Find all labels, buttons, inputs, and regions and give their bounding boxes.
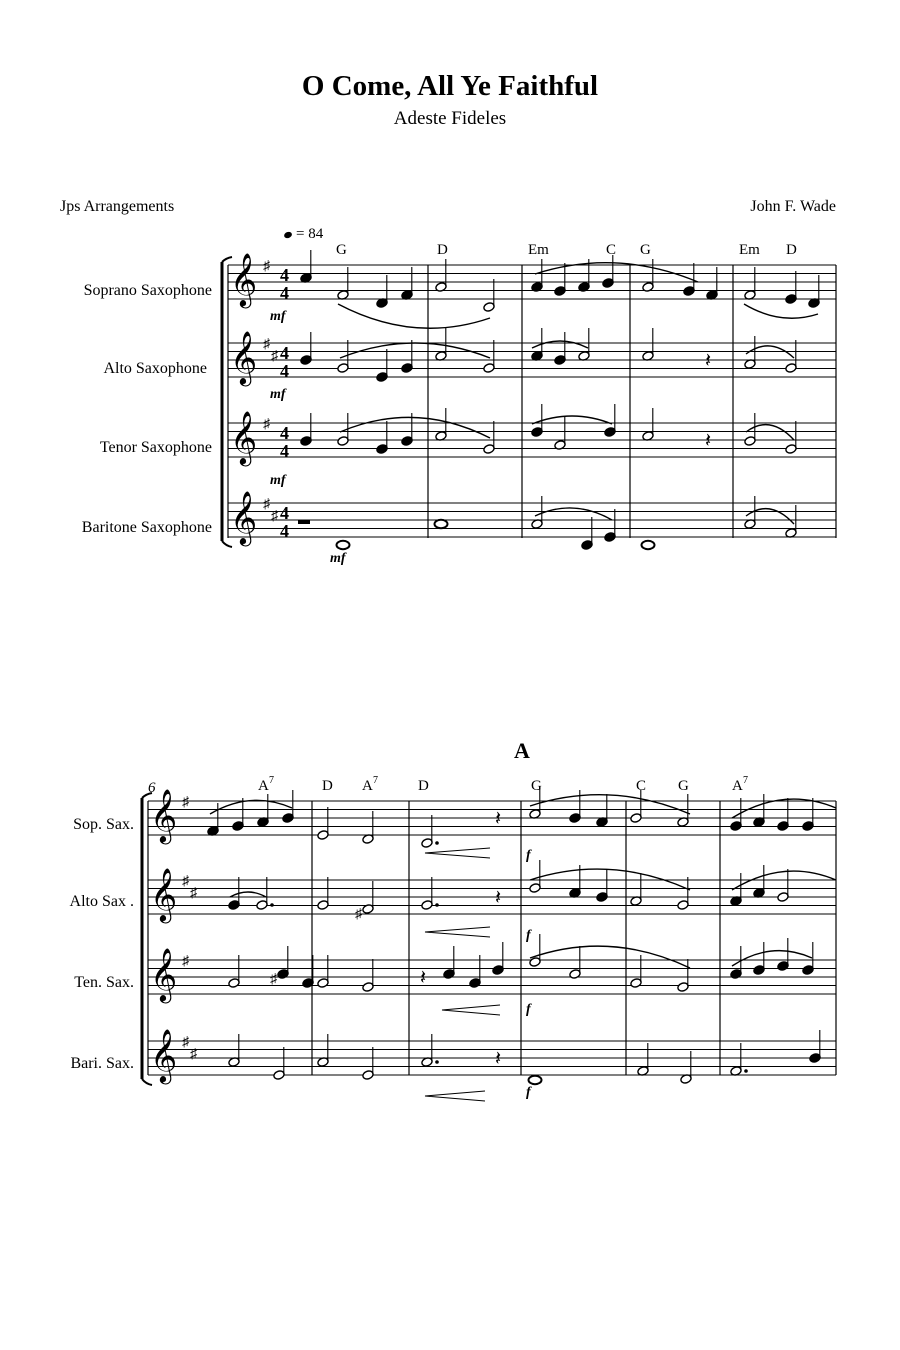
key-signature-sharp: ♯ <box>182 874 189 889</box>
quarter-rest: 𝄽 <box>705 350 712 372</box>
key-signature-sharp: ♯ <box>263 337 270 352</box>
score-title: O Come, All Ye Faithful <box>301 70 599 102</box>
time-signature-top: 4 <box>280 503 289 523</box>
key-signature-sharp: ♯ <box>182 1035 189 1050</box>
dynamic-marking: mf <box>270 473 286 488</box>
slur <box>210 800 292 814</box>
dynamic-marking: f <box>526 1002 531 1017</box>
composer-credit: John F. Wade <box>750 198 836 215</box>
dynamic-marking: mf <box>270 387 286 402</box>
dynamic-marking: f <box>526 848 531 863</box>
score-subtitle: Adeste Fideles <box>393 108 507 129</box>
quarter-rest: 𝄽 <box>495 1048 502 1070</box>
instrument-label-alto-short: Alto Sax . <box>69 893 134 910</box>
key-signature-sharp: ♯ <box>190 1047 197 1062</box>
chord-superscript: 7 <box>269 775 274 786</box>
slur <box>535 508 612 520</box>
chord-symbol: D <box>418 778 429 794</box>
chord-symbol: A <box>732 778 743 794</box>
slur <box>532 341 588 348</box>
chord-symbol: G <box>678 778 689 794</box>
crescendo-hairpin <box>442 1005 500 1015</box>
treble-clef: 𝄞 <box>150 1030 178 1081</box>
time-signature-bottom: 4 <box>280 361 289 381</box>
time-signature-top: 4 <box>280 343 289 363</box>
whole-note <box>529 1076 542 1084</box>
crescendo-hairpin <box>425 927 490 937</box>
whole-note <box>435 520 448 528</box>
accidental-sharp: ♯ <box>270 972 277 987</box>
dynamic-marking: f <box>526 928 531 943</box>
instrument-label-tenor: Tenor Saxophone <box>99 439 212 456</box>
chord-symbol: D <box>786 242 797 258</box>
instrument-label-baritone-short: Bari. Sax. <box>70 1055 134 1072</box>
key-signature-sharp: ♯ <box>182 795 189 810</box>
half-rest <box>298 520 310 524</box>
augmentation-dot <box>270 903 274 907</box>
whole-note <box>337 541 350 549</box>
key-signature-sharp: ♯ <box>263 497 270 512</box>
chord-symbol: G <box>336 242 347 258</box>
slur <box>530 946 690 968</box>
key-signature-sharp: ♯ <box>190 886 197 901</box>
slur <box>340 343 490 358</box>
key-signature-sharp: ♯ <box>263 259 270 274</box>
chord-symbol: Em <box>528 242 549 258</box>
treble-clef: 𝄞 <box>230 412 258 463</box>
augmentation-dot <box>435 841 439 845</box>
treble-clef: 𝄞 <box>150 949 178 1000</box>
instrument-label-alto: Alto Saxophone <box>103 360 207 377</box>
dynamic-marking: mf <box>270 309 286 324</box>
quarter-rest: 𝄽 <box>420 967 427 989</box>
treble-clef: 𝄞 <box>230 254 258 305</box>
chord-symbol: C <box>636 778 647 794</box>
treble-clef: 𝄞 <box>230 332 258 383</box>
rehearsal-mark: A <box>514 738 530 763</box>
chord-symbol: A <box>362 778 373 794</box>
quarter-rest: 𝄽 <box>495 887 502 909</box>
chord-symbol: G <box>531 778 542 794</box>
instrument-label-baritone: Baritone Saxophone <box>81 519 212 536</box>
time-signature-bottom: 4 <box>280 441 289 461</box>
crescendo-hairpin <box>425 848 490 858</box>
slur <box>732 871 836 890</box>
time-signature-top: 4 <box>280 265 289 285</box>
chord-symbol: C <box>606 242 617 258</box>
chord-symbol: D <box>437 242 448 258</box>
slur <box>732 799 836 818</box>
augmentation-dot <box>435 1060 439 1064</box>
slur <box>744 304 818 318</box>
measure-number: 6 <box>148 780 156 796</box>
key-signature-sharp: ♯ <box>271 509 278 524</box>
treble-clef: 𝄞 <box>230 492 258 543</box>
key-signature-sharp: ♯ <box>263 417 270 432</box>
tempo-text: = 84 <box>296 226 324 242</box>
instrument-label-soprano: Soprano Saxophone <box>83 282 212 299</box>
treble-clef: 𝄞 <box>150 790 178 841</box>
treble-clef: 𝄞 <box>150 869 178 920</box>
time-signature-top: 4 <box>280 423 289 443</box>
instrument-label-tenor-short: Ten. Sax. <box>74 974 134 991</box>
quarter-rest: 𝄽 <box>705 430 712 452</box>
slur <box>340 417 490 438</box>
key-signature-sharp: ♯ <box>182 954 189 969</box>
chord-superscript: 7 <box>373 775 378 786</box>
augmentation-dot <box>435 903 439 907</box>
tempo-marking <box>283 220 323 242</box>
slur <box>732 951 812 966</box>
accidental-sharp: ♯ <box>355 907 362 922</box>
instrument-label-soprano-short: Sop. Sax. <box>73 816 134 833</box>
time-signature-bottom: 4 <box>280 521 289 541</box>
slur <box>230 892 266 897</box>
time-signature-bottom: 4 <box>280 283 289 303</box>
chord-symbol: G <box>640 242 651 258</box>
quarter-rest: 𝄽 <box>495 808 502 830</box>
chord-symbol: A <box>258 778 269 794</box>
arranger-credit: Jps Arrangements <box>60 198 175 215</box>
chord-symbol: Em <box>739 242 760 258</box>
dynamic-marking: f <box>526 1085 531 1100</box>
slur <box>338 304 490 328</box>
chord-superscript: 7 <box>743 775 748 786</box>
key-signature-sharp: ♯ <box>271 349 278 364</box>
whole-note <box>642 541 655 549</box>
slur <box>530 795 690 814</box>
augmentation-dot <box>744 1069 748 1073</box>
dynamic-marking: mf <box>330 551 346 566</box>
slur <box>535 263 698 282</box>
chord-symbol: D <box>322 778 333 794</box>
crescendo-hairpin <box>425 1091 485 1101</box>
